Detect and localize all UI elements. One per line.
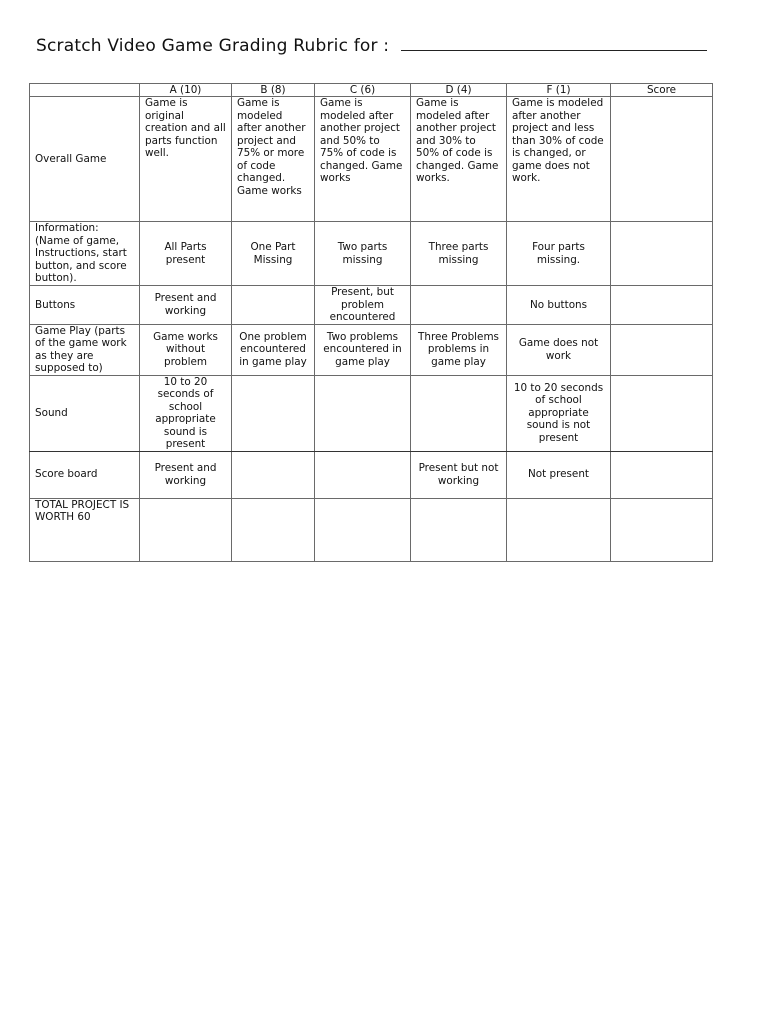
cell-score xyxy=(611,375,713,451)
cell-c xyxy=(315,451,411,498)
cell-score xyxy=(611,286,713,325)
cell-c: Present, but problem encountered xyxy=(315,286,411,325)
cell-d: Game is modeled after another project and 30% to 50% of code is changed. Game works. xyxy=(411,97,507,222)
table-row xyxy=(30,222,713,286)
cell-score xyxy=(611,451,713,498)
row-label: Information: (Name of game, Instructions, start button, and score button). xyxy=(30,222,140,286)
header-cell-f: F (1) xyxy=(507,84,611,97)
cell-b: Game is modeled after another project and 75% or more of code changed. Game works xyxy=(232,97,315,222)
cell-f: Not present xyxy=(507,451,611,498)
rubric-table xyxy=(29,83,713,562)
cell-d xyxy=(411,286,507,325)
row-label: Buttons xyxy=(30,286,140,325)
header-row xyxy=(30,84,713,97)
header-cell-score: Score xyxy=(611,84,713,97)
table-row xyxy=(30,97,713,222)
row-label: Game Play (parts of the game work as they are supposed to) xyxy=(30,324,140,375)
header-cell-c: C (6) xyxy=(315,84,411,97)
cell-b: One problem encountered in game play xyxy=(232,324,315,375)
name-blank-line xyxy=(401,36,707,51)
cell-d xyxy=(411,375,507,451)
cell-f: Game is modeled after another project and less than 30% of code is changed, or game does not work. xyxy=(507,97,611,222)
cell-f: Four parts missing. xyxy=(507,222,611,286)
cell-a: 10 to 20 seconds of school appropriate sound is present xyxy=(140,375,232,451)
cell-d: Present but not working xyxy=(411,451,507,498)
cell-f: 10 to 20 seconds of school appropriate sound is not present xyxy=(507,375,611,451)
cell-score xyxy=(611,97,713,222)
row-label: Sound xyxy=(30,375,140,451)
cell-d xyxy=(411,498,507,561)
cell-c: Game is modeled after another project and 50% to 75% of code is changed. Game works xyxy=(315,97,411,222)
row-label: Score board xyxy=(30,451,140,498)
table-row xyxy=(30,451,713,498)
cell-c xyxy=(315,498,411,561)
header-cell-a: A (10) xyxy=(140,84,232,97)
cell-d: Three Problems problems in game play xyxy=(411,324,507,375)
cell-f: Game does not work xyxy=(507,324,611,375)
table-row xyxy=(30,375,713,451)
page-title xyxy=(36,36,707,56)
cell-score xyxy=(611,324,713,375)
cell-a: Present and working xyxy=(140,451,232,498)
cell-a: Present and working xyxy=(140,286,232,325)
cell-b: One Part Missing xyxy=(232,222,315,286)
cell-f: No buttons xyxy=(507,286,611,325)
table-row xyxy=(30,286,713,325)
cell-b xyxy=(232,286,315,325)
cell-c: Two problems encountered in game play xyxy=(315,324,411,375)
cell-b xyxy=(232,498,315,561)
table-row xyxy=(30,498,713,561)
cell-a: Game is original creation and all parts function well. xyxy=(140,97,232,222)
cell-a: All Parts present xyxy=(140,222,232,286)
header-cell-b: B (8) xyxy=(232,84,315,97)
cell-a: Game works without problem xyxy=(140,324,232,375)
cell-c xyxy=(315,375,411,451)
row-label: Overall Game xyxy=(30,97,140,222)
table-row xyxy=(30,324,713,375)
cell-c: Two parts missing xyxy=(315,222,411,286)
cell-f xyxy=(507,498,611,561)
row-label: TOTAL PROJECT IS WORTH 60 xyxy=(30,498,140,561)
cell-d: Three parts missing xyxy=(411,222,507,286)
cell-score xyxy=(611,222,713,286)
cell-b xyxy=(232,451,315,498)
header-cell-d: D (4) xyxy=(411,84,507,97)
header-cell-blank xyxy=(30,84,140,97)
cell-b xyxy=(232,375,315,451)
cell-a xyxy=(140,498,232,561)
title-text: Scratch Video Game Grading Rubric for : xyxy=(36,36,390,56)
cell-score xyxy=(611,498,713,561)
